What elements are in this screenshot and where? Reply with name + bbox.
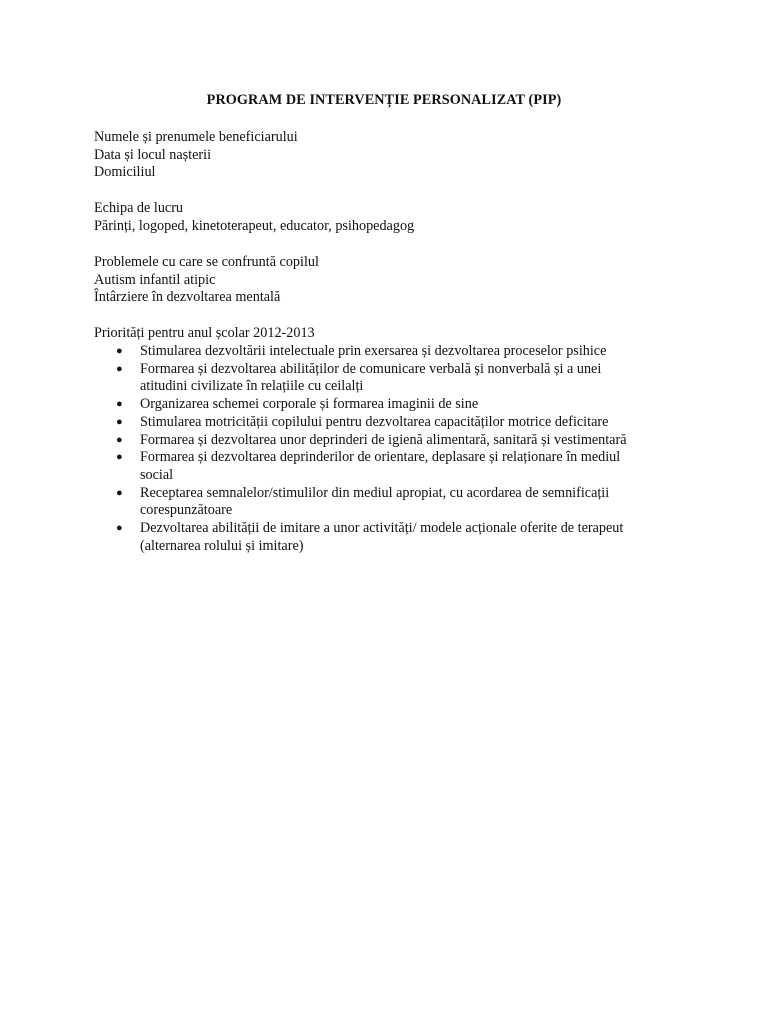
priority-item-text: atitudini civilizate în relațiile cu ceilalți (140, 378, 364, 395)
priority-item-text: Formarea și dezvoltarea abilităților de comunicare verbală și nonverbală și a unei (140, 360, 602, 377)
priority-item-text: Formarea și dezvoltarea deprinderilor de orientare, deplasare și relaționare în mediul (140, 449, 621, 466)
bullet-icon: ● (116, 433, 123, 446)
bullet-icon: ● (116, 362, 123, 375)
priority-item-text: Stimularea motricității copilului pentru dezvoltarea capacităților motrice deficitare (140, 413, 609, 430)
team-heading: Echipa de lucru (94, 200, 184, 216)
team-section (94, 200, 694, 235)
priority-item (94, 361, 684, 396)
beneficiary-name-label: Numele și prenumele beneficiarului (94, 129, 298, 145)
bullet-icon: ● (116, 486, 123, 499)
bullet-icon: ● (116, 345, 123, 357)
priority-item (94, 343, 684, 361)
document-title: PROGRAM DE INTERVENȚIE PERSONALIZAT (PIP) (206, 92, 562, 108)
priority-item (94, 449, 684, 484)
priority-item (94, 432, 684, 450)
priority-item (94, 520, 684, 555)
domicile-label: Domiciliul (94, 164, 156, 181)
problem-item: Autism infantil atipic (94, 271, 216, 288)
bullet-icon: ● (116, 522, 123, 535)
problem-item: Întârziere în dezvoltarea mentală (94, 289, 281, 306)
birth-date-place-label: Data și locul nașterii (94, 146, 212, 163)
priorities-heading: Priorități pentru anul școlar 2012-2013 (94, 325, 315, 341)
priority-item-text: Formarea și dezvoltarea unor deprinderi de igienă alimentară, sanitară și vestimentară (140, 431, 627, 448)
priority-item (94, 396, 684, 414)
beneficiary-section (94, 129, 694, 182)
priority-item-text: social (140, 466, 174, 483)
team-members: Părinți, logoped, kinetoterapeut, educator, psihopedagog (94, 217, 415, 234)
bullet-icon: ● (116, 451, 123, 464)
priority-item (94, 485, 684, 520)
bullet-icon: ● (116, 398, 123, 411)
priority-item-text: Receptarea semnalelor/stimulilor din mediul apropiat, cu acordarea de semnificații (140, 484, 610, 501)
priority-item-text: Stimularea dezvoltării intelectuale prin exersarea și dezvoltarea proceselor psihice (140, 343, 607, 359)
priority-item-text: corespunzătoare (140, 502, 233, 519)
bullet-icon: ● (116, 415, 123, 428)
priority-item (94, 414, 684, 432)
priority-item-text: Dezvoltarea abilității de imitare a unor activități/ modele acționale oferite de terapeut (140, 520, 624, 537)
priorities-list (94, 343, 684, 555)
problems-heading: Problemele cu care se confruntă copilul (94, 254, 319, 270)
priority-item-text: (alternarea rolului și imitare) (140, 537, 304, 554)
priorities-section (94, 325, 694, 343)
problems-section (94, 254, 694, 307)
priority-item-text: Organizarea schemei corporale și formarea imaginii de sine (140, 396, 479, 413)
